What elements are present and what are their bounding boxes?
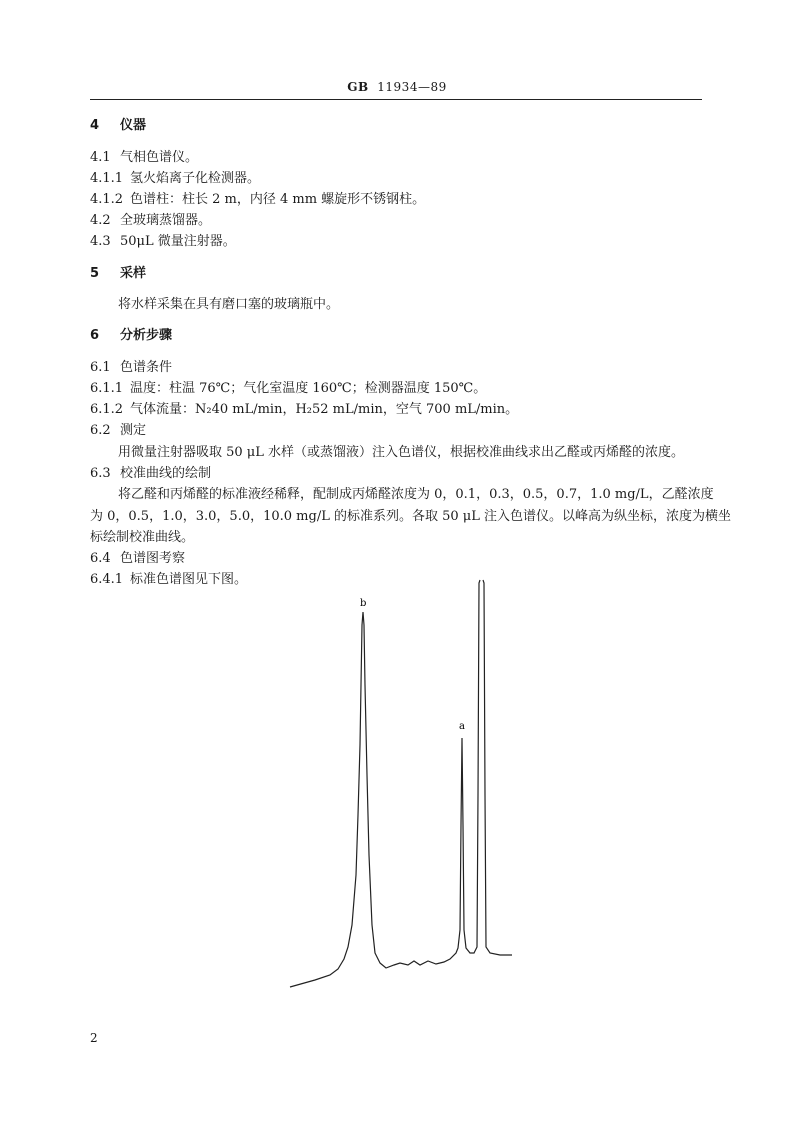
item-4-1: 4.1 气相色谱仪。 — [90, 150, 199, 165]
calibration-line-3: 标绘制校准曲线。 — [90, 530, 195, 545]
item-6-3: 6.3 校准曲线的绘制 — [90, 466, 212, 481]
item-4-1-1: 4.1.1 氢火焰离子化检测器。 — [90, 171, 261, 186]
measure-text: 用微量注射器吸取 50 μL 水样（或蒸馏液）注入色谱仪，根据校准曲线求出乙醛或丙烯醛的浓度。 — [118, 445, 685, 460]
section-6-heading: 6 分析步骤 — [90, 328, 173, 343]
page-header — [0, 80, 794, 94]
item-6-1-2: 6.1.2 气体流量：N₂40 mL/min，H₂52 mL/min，空气 700 mL/min。 — [90, 402, 519, 417]
standard-prefix: GB — [347, 80, 369, 94]
sampling-text: 将水样采集在具有磨口塞的玻璃瓶中。 — [118, 297, 340, 312]
item-6-4: 6.4 色谱图考察 — [90, 551, 186, 566]
peak-label-a: a — [459, 721, 465, 732]
item-4-3: 4.3 50μL 微量注射器。 — [90, 234, 236, 249]
page-number: 2 — [90, 1031, 98, 1045]
standard-code: 11934—89 — [377, 80, 447, 94]
item-6-1-1: 6.1.1 温度：柱温 76℃；气化室温度 160℃；检测器温度 150℃。 — [90, 381, 487, 396]
section-5-heading: 5 采样 — [90, 266, 147, 281]
chromatogram-trace-return — [483, 580, 512, 955]
header-rule — [90, 99, 702, 100]
calibration-line-2: 为 0，0.5，1.0，3.0，5.0，10.0 mg/L 的标准系列。各取 50 μL 注入色谱仪。以峰高为纵坐标，浓度为横坐 — [90, 509, 731, 524]
standard-chromatogram — [280, 575, 520, 995]
item-6-1: 6.1 色谱条件 — [90, 360, 173, 375]
chromatogram-trace — [290, 580, 480, 987]
calibration-line-1: 将乙醛和丙烯醛的标准液经稀释，配制成丙烯醛浓度为 0，0.1，0.3，0.5，0.7，1.0 mg/L，乙醛浓度 — [118, 487, 714, 502]
item-6-2: 6.2 测定 — [90, 423, 147, 438]
peak-label-b: b — [360, 598, 367, 609]
item-6-4-1: 6.4.1 标准色谱图见下图。 — [90, 572, 248, 587]
item-4-2: 4.2 全玻璃蒸馏器。 — [90, 213, 212, 228]
item-4-1-2: 4.1.2 色谱柱：柱长 2 m，内径 4 mm 螺旋形不锈钢柱。 — [90, 192, 426, 207]
section-4-heading: 4 仪器 — [90, 118, 147, 133]
